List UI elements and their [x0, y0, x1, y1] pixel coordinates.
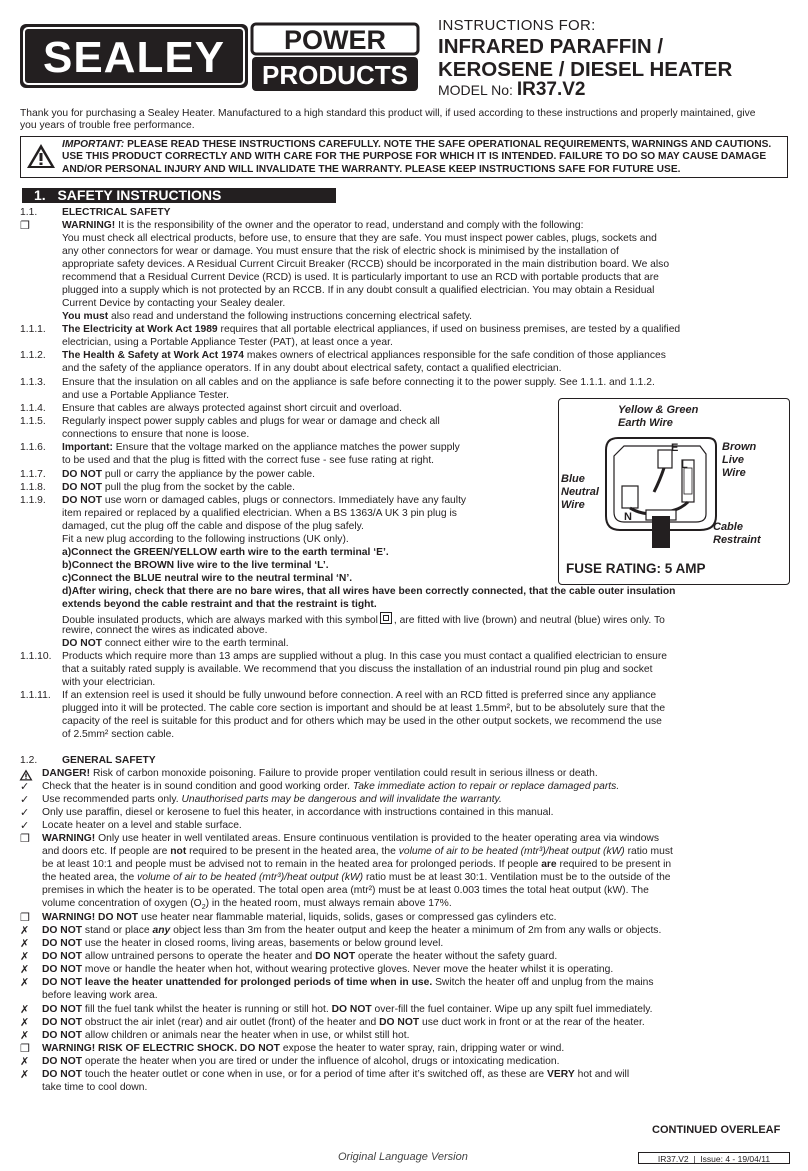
text-line: premises in which the heater is to be operated. The total open area (mtr²) must be at least 0.003 times the total heat output (kW). The: [42, 885, 649, 896]
cross-icon: ✗: [20, 1030, 30, 1042]
earth-wire-label: Yellow & Green Earth Wire: [618, 404, 699, 429]
text-line: You must also read and understand the following instructions concerning electrical safety.: [62, 311, 473, 322]
text-line: DO NOT operate the heater when you are tired or under the influence of alcohol, drugs or intoxicating medication.: [42, 1056, 560, 1067]
continued-overleaf: CONTINUED OVERLEAF: [652, 1124, 781, 1136]
logo-power-text: POWER: [283, 25, 387, 55]
text-line: You must check all electrical products, before use, to ensure that they are safe. You must inspect power cables, plugs, sockets and: [62, 233, 657, 244]
text-line: WARNING! Only use heater in well ventilated areas. Ensure continuous ventilation is provided to the heater operating area via windows: [42, 833, 660, 844]
cross-icon: ✗: [20, 951, 30, 963]
fuse-rating: FUSE RATING: 5 AMP: [566, 561, 706, 576]
clause-number: 1.1.2.: [20, 350, 46, 361]
text-line: The Electricity at Work Act 1989 requires that all portable electrical appliances, if used on business premises, are tested by a qualified: [62, 324, 681, 335]
text-line: plugged into a supply which is not protected by an RCCB. If in any doubt consult a qualified electrician. You may obtain a Residual: [62, 285, 655, 296]
original-language-note: Original Language Version: [338, 1151, 468, 1163]
text-line: DO NOT fill the fuel tank whilst the heater is running or still hot. DO NOT over-fill the fuel container. Wipe up any spilt fuel immediately.: [42, 1004, 653, 1015]
logo-sealey-text: SEALEY: [42, 33, 226, 82]
text-line: DO NOT leave the heater unattended for prolonged periods of time when in use. Switch the heater off and unplug from the mains: [42, 977, 654, 988]
cross-icon: ✗: [20, 938, 30, 950]
text-line: be at least 10:1 and people must be advised not to remain in the heated area for prolonged periods. If people are required to be present in: [42, 859, 672, 870]
text-line: Ensure that the insulation on all cables and on the appliance is safe before connecting it to the power supply. See 1.1.1. and 1.1.2.: [62, 377, 655, 388]
plug-step-b: b)Connect the BROWN live wire to the live terminal ‘L’.: [62, 560, 329, 571]
live-wire-label: Brown Live Wire: [722, 441, 757, 479]
text-line: DO NOT use worn or damaged cables, plugs or connectors. Immediately have any faulty: [62, 495, 467, 506]
text-line: and use a Portable Appliance Tester.: [62, 390, 229, 401]
plug-step-c: c)Connect the BLUE neutral wire to the neutral terminal ‘N’.: [62, 573, 353, 584]
plug-step-d: d)After wiring, check that there are no bare wires, that all wires have been correctly connected, that the cable outer insulation: [62, 586, 676, 597]
double-insulated-symbol-icon: [380, 612, 392, 624]
clause-number: 1.1.4.: [20, 403, 46, 414]
cross-icon: ✗: [20, 977, 30, 989]
text-line: Products which require more than 13 amps are supplied without a plug. In this case you must contact a qualified electrician to ensure: [62, 651, 667, 662]
text-line: any other connectors for wear or damage. You must ensure that the risk of electric shock is minimised by the installation of: [62, 246, 619, 257]
terminal-n-label: N: [624, 511, 632, 523]
terminal-l-label: L: [681, 459, 688, 471]
clause-number: 1.1.10.: [20, 651, 52, 662]
text-line: DO NOT obstruct the air inlet (rear) and air outlet (front) of the heater and DO NOT use duct work in front or at the rear of the heater.: [42, 1017, 645, 1028]
check-icon: ✓: [20, 794, 30, 806]
text-line: electrician, using a Portable Appliance Tester (PAT), at least once a year.: [62, 337, 393, 348]
neutral-wire-label: Blue Neutral Wire: [561, 473, 599, 511]
text-line: take time to cool down.: [42, 1082, 148, 1093]
intro-text: Thank you for purchasing a Sealey Heater. Manufactured to a high standard this product will, if used according to these instructions and properly maintained, give you years of trouble free performance.: [20, 108, 756, 132]
danger-triangle-icon: [19, 769, 33, 781]
text-line: If an extension reel is used it should be fully unwound before connection. A reel with an RCD fitted is preferred since any appliance: [62, 690, 657, 701]
checkbox-icon: ❐: [20, 833, 30, 845]
double-insulated-text: Double insulated products, which are always marked with this symbol , are fitted with live (brown) and neutral (blue) wires only. To: [62, 612, 665, 627]
clause-number: 1.1.7.: [20, 469, 46, 480]
cross-icon: ✗: [20, 1004, 30, 1016]
instructions-for-label: INSTRUCTIONS FOR:: [438, 17, 596, 34]
text-line: Important: Ensure that the voltage marked on the appliance matches the power supply: [62, 442, 460, 453]
text-line: WARNING! RISK OF ELECTRIC SHOCK. DO NOT expose the heater to water spray, rain, dripping water or wind.: [42, 1043, 565, 1054]
checkbox-icon: ❐: [20, 912, 30, 924]
check-icon: ✓: [20, 781, 30, 793]
text-line: DO NOT pull the plug from the socket by the cable.: [62, 482, 295, 493]
text-line: and the safety of the appliance operators. If in any doubt about electrical safety, contact a qualified electrician.: [62, 363, 562, 374]
uk-plug-diagram: [600, 430, 720, 548]
clause-number: 1.1.5.: [20, 416, 46, 427]
issue-box: IR37.V2 | Issue: 4 - 19/04/11: [638, 1152, 790, 1164]
text-line: Locate heater on a level and stable surface.: [42, 820, 242, 831]
text-line: Fit a new plug according to the following instructions (UK only).: [62, 534, 349, 545]
clause-number: 1.1.1.: [20, 324, 46, 335]
clause-number: 1.1.8.: [20, 482, 46, 493]
text-line: rewire, connect the wires as indicated above.: [62, 625, 268, 636]
text-line: appropriate safety devices. A Residual Current Circuit Breaker (RCCB) should be incorporated in the main distribution board. We also: [62, 259, 670, 270]
text-line: Use recommended parts only. Unauthorised parts may be dangerous and will invalidate the warranty.: [42, 794, 502, 805]
text-line: before leaving work area.: [42, 990, 158, 1001]
checkbox-icon: ❐: [20, 1043, 30, 1055]
text-line: DO NOT touch the heater outlet or cone when in use, or for a period of time after it’s switched off, as these are VERY hot and will: [42, 1069, 630, 1080]
text-line: of 2.5mm² section cable.: [62, 729, 175, 740]
important-notice-text: IMPORTANT: PLEASE READ THESE INSTRUCTIONS CAREFULLY. NOTE THE SAFE OPERATIONAL REQUIREMENTS, WARNINGS AND CAUTIONS. USE THIS PRODUCT CORRECTLY AND WITH CARE FOR THE PURPOSE FOR WHICH IT IS INTENDED. FAILURE TO DO SO MAY CAUSE DAMAGE AND/OR PERSONAL INJURY AND WILL INVALIDATE THE WARRANTY. PLEASE KEEP INSTRUCTIONS SAFE FOR FUTURE USE.: [62, 139, 772, 175]
subsection-title-electrical: ELECTRICAL SAFETY: [62, 207, 171, 218]
text-line: damaged, cut the plug off the cable and dispose of the plug safely.: [62, 521, 364, 532]
text-line: volume concentration of oxygen $(O_2)$ in the heated room, must always remain above 17%.: [42, 898, 452, 912]
cross-icon: ✗: [20, 964, 30, 976]
text-line: recommend that a Residual Current Device (RCD) is used. It is particularly important to use an RCD with portable products that are: [62, 272, 659, 283]
text-line: that a suitably rated supply is available. We recommend that you discuss the installation of an industrial round pin plug and socket: [62, 664, 653, 675]
text-line: Check that the heater is in sound condition and good working order. Take immediate action to repair or replace damaged parts.: [42, 781, 620, 792]
text-line: connections to ensure that none is loose.: [62, 429, 250, 440]
logo-products-text: PRODUCTS: [262, 60, 408, 90]
text-line: DO NOT connect either wire to the earth terminal.: [62, 638, 289, 649]
plug-step-a: a)Connect the GREEN/YELLOW earth wire to the earth terminal ‘E’.: [62, 547, 389, 558]
danger-text: DANGER! Risk of carbon monoxide poisoning. Failure to provide proper ventilation could result in serious illness or death.: [42, 768, 598, 779]
plug-step-d-cont: extends beyond the cable restraint and that the restraint is tight.: [62, 599, 377, 610]
warning-triangle-icon: [26, 142, 56, 170]
cross-icon: ✗: [20, 925, 30, 937]
cross-icon: ✗: [20, 1069, 30, 1081]
clause-number: 1.1.6.: [20, 442, 46, 453]
clause-number: 1.1.3.: [20, 377, 46, 388]
product-title: INFRARED PARAFFIN / KEROSENE / DIESEL HEATER: [438, 35, 733, 81]
check-icon: ✓: [20, 807, 30, 819]
text-line: capacity of the reel is suitable for this product and for others which may be used in the other output sockets, we recommend the use: [62, 716, 662, 727]
cross-icon: ✗: [20, 1056, 30, 1068]
text-line: The Health & Safety at Work Act 1974 makes owners of electrical appliances responsible for the safe condition of those appliances: [62, 350, 666, 361]
text-line: DO NOT pull or carry the appliance by the power cable.: [62, 469, 315, 480]
cross-icon: ✗: [20, 1017, 30, 1029]
clause-number: 1.2.: [20, 755, 38, 766]
text-line: WARNING! DO NOT use heater near flammable material, liquids, solids, gases or compressed gas cylinders etc.: [42, 912, 557, 923]
text-line: Only use paraffin, diesel or kerosene to fuel this heater, in accordance with instructions contained in this manual.: [42, 807, 554, 818]
terminal-e-label: E: [671, 442, 679, 454]
text-line: Regularly inspect power supply cables and plugs for wear or damage and check all: [62, 416, 440, 427]
subsection-title-general: GENERAL SAFETY: [62, 755, 156, 766]
text-line: DO NOT move or handle the heater when hot, without wearing protective gloves. Never move the heater whilst it is operating.: [42, 964, 614, 975]
text-line: Ensure that cables are always protected against short circuit and overload.: [62, 403, 402, 414]
text-line: Current Device by contacting your Sealey dealer.: [62, 298, 286, 309]
cable-restraint-label: Cable Restraint: [713, 521, 761, 546]
checkbox-icon: ❐: [20, 220, 30, 232]
model-number: MODEL No: IR37.V2: [438, 79, 586, 100]
clause-number: 1.1.9.: [20, 495, 46, 506]
clause-number: 1.1.11.: [20, 690, 51, 701]
text-line: to be used and that the plug is fitted with the correct fuse - see fuse rating at right.: [62, 455, 435, 466]
text-line: DO NOT allow children or animals near the heater when in use, or whilst still hot.: [42, 1030, 410, 1041]
check-icon: ✓: [20, 820, 30, 832]
section-heading-safety: 1. SAFETY INSTRUCTIONS: [22, 188, 336, 203]
clause-number: 1.1.: [20, 207, 38, 218]
text-line: with your electrician.: [62, 677, 156, 688]
text-line: DO NOT allow untrained persons to operate the heater and DO NOT operate the heater without the safety guard.: [42, 951, 558, 962]
text-line: plugged into it will be protected. The cable core section is important and should be at least 1.5mm², but to be absolutely sure that the: [62, 703, 666, 714]
sealey-power-products-logo: [20, 22, 420, 97]
text-line: the heated area, the volume of air to be heated (mtr³)/heat output (kW) ratio must be at least 30:1. Ventilation must be to the outside of the: [42, 872, 671, 883]
text-line: DO NOT stand or place any object less than 3m from the heater output and keep the heater a minimum of 2m from any walls or objects.: [42, 925, 662, 936]
text-line: and doors etc. If people are not required to be present in the heated area, the volume of air to be heated (mtr³)/heat output (kW) ratio must: [42, 846, 673, 857]
text-line: DO NOT use the heater in closed rooms, living areas, basements or below ground level.: [42, 938, 444, 949]
text-line: item repaired or replaced by a qualified electrician. When a BS 1363/A UK 3 pin plug is: [62, 508, 457, 519]
electrical-warning-text: WARNING! It is the responsibility of the owner and the operator to read, understand and comply with the following:: [62, 220, 584, 231]
